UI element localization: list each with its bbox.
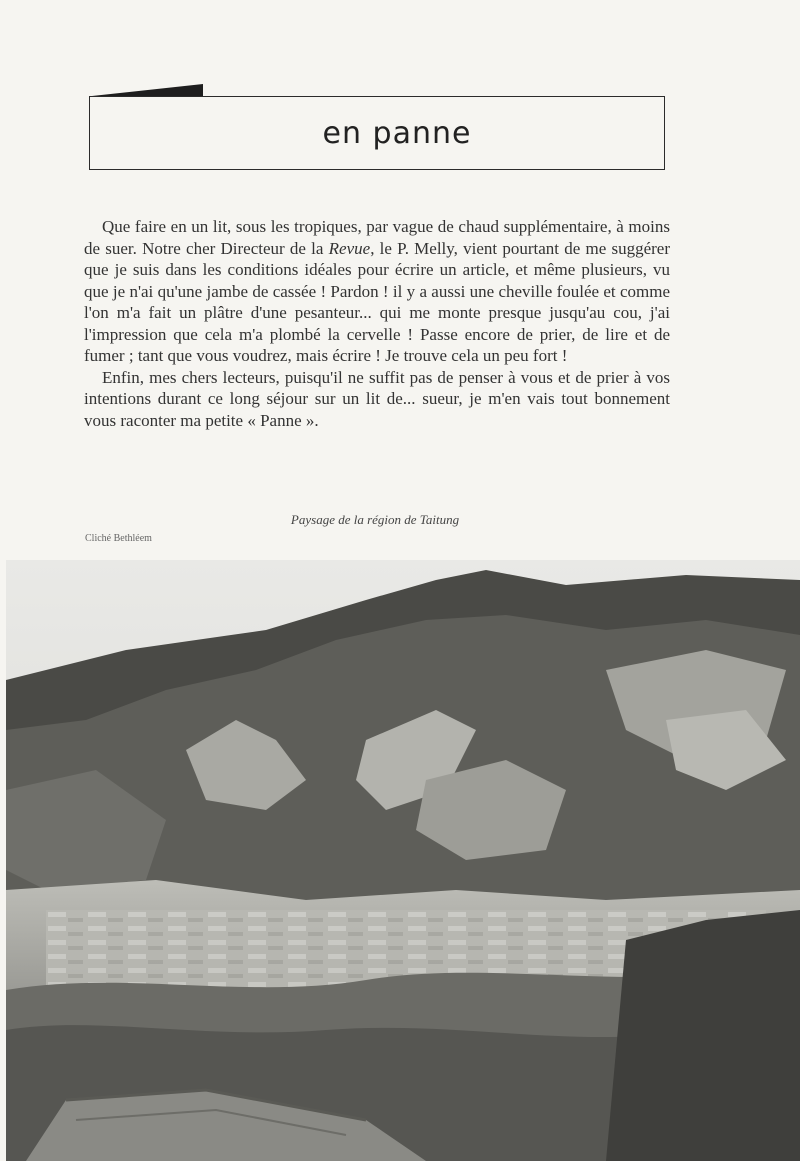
landscape-illustration: [6, 560, 800, 1161]
title-box: [89, 96, 665, 170]
article-body: [84, 216, 670, 431]
landscape-photo: [6, 560, 800, 1161]
photo-caption: Paysage de la région de Taitung: [290, 512, 460, 527]
photo-credit: Cliché Bethléem: [85, 533, 152, 544]
paragraph-1: Que faire en un lit, sous les tropiques, par vague de chaud supplémentaire, à moins de suer. Notre cher Directeur de la Revue, le P. Melly, vient pourtant de me suggérer que je suis dans les conditions idéales pour écrire un article, et même plusieurs, vu que je n'ai qu'une jambe de cassée ! Pardon ! il y a aussi une cheville foulée et comme l'on m'a fait un plâtre d'une pesanteur... qui me monte presque jusqu'au cou, j'ai l'impression que cela m'a plombé la cervelle ! Passe encore de prier, de lire et de fumer ; tant que vous voudrez, mais écrire ! Je trouve cela un peu fort !: [84, 217, 670, 365]
revue-italic: Revue: [328, 238, 371, 258]
paragraph-2: Enfin, mes chers lecteurs, puisqu'il ne suffit pas de penser à vous et de prier à vos intentions durant ce long séjour sur un lit de... sueur, je m'en vais tout bonnement vous raconter ma petite « Panne ».: [84, 367, 670, 430]
article-title: en panne: [322, 115, 472, 151]
title-tab-decoration: [92, 84, 203, 96]
